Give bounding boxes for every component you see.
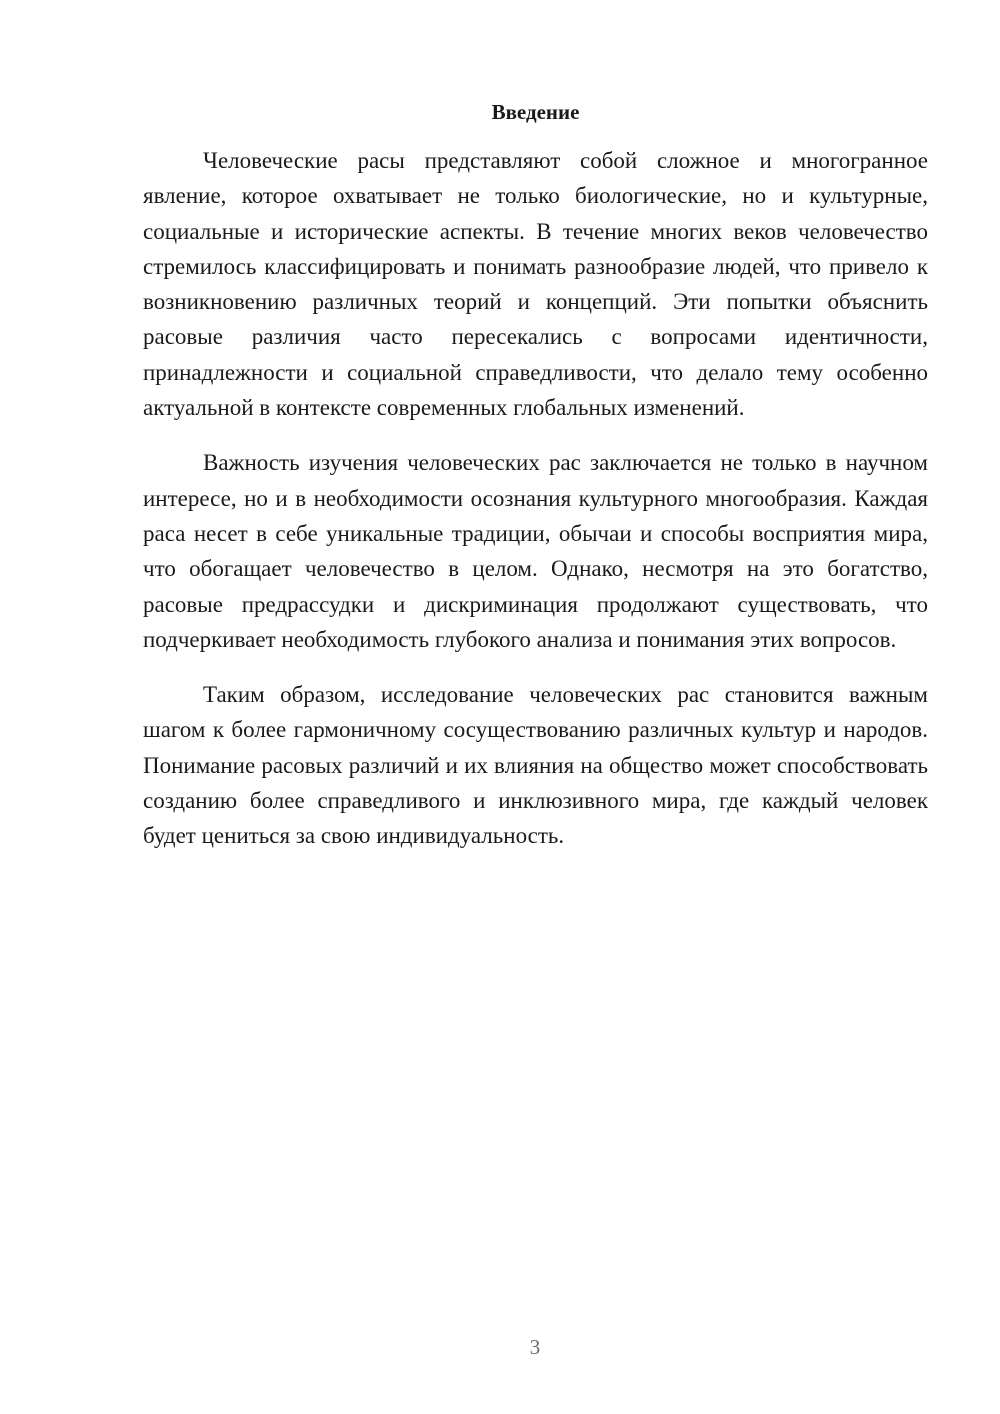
paragraph-1: Человеческие расы представляют собой сложное и многогранное явление, которое охватывает не только биологические, но и культурные, социальные и исторические аспекты. В течение многих веков человечество стремилось классифицировать и понимать разнообразие людей, что привело к возникновению различных теорий и концепций. Эти попытки объяснить расовые различия часто пересекались с вопросами идентичности, принадлежности и социальной справедливости, что делало тему особенно актуальной в контексте современных глобальных изменений. bbox=[143, 148, 928, 421]
body-text bbox=[143, 143, 928, 874]
section-heading: Введение bbox=[491, 100, 580, 124]
page-number: 3 bbox=[529, 1335, 541, 1359]
paragraph-2: Важность изучения человеческих рас заключается не только в научном интересе, но и в необходимости осознания культурного многообразия. Каждая раса несет в себе уникальные традиции, обычаи и способы восприятия мира, что обогащает человечество в целом. Однако, несмотря на это богатство, расовые предрассудки и дискриминация продолжают существовать, что подчеркивает необходимость глубокого анализа и понимания этих вопросов. bbox=[143, 450, 928, 652]
paragraph-3: Таким образом, исследование человеческих рас становится важным шагом к более гармоничному сосуществованию различных культур и народов. Понимание расовых различий и их влияния на общество может способствовать созданию более справедливого и инклюзивного мира, где каждый человек будет цениться за свою индивидуальность. bbox=[143, 682, 928, 849]
